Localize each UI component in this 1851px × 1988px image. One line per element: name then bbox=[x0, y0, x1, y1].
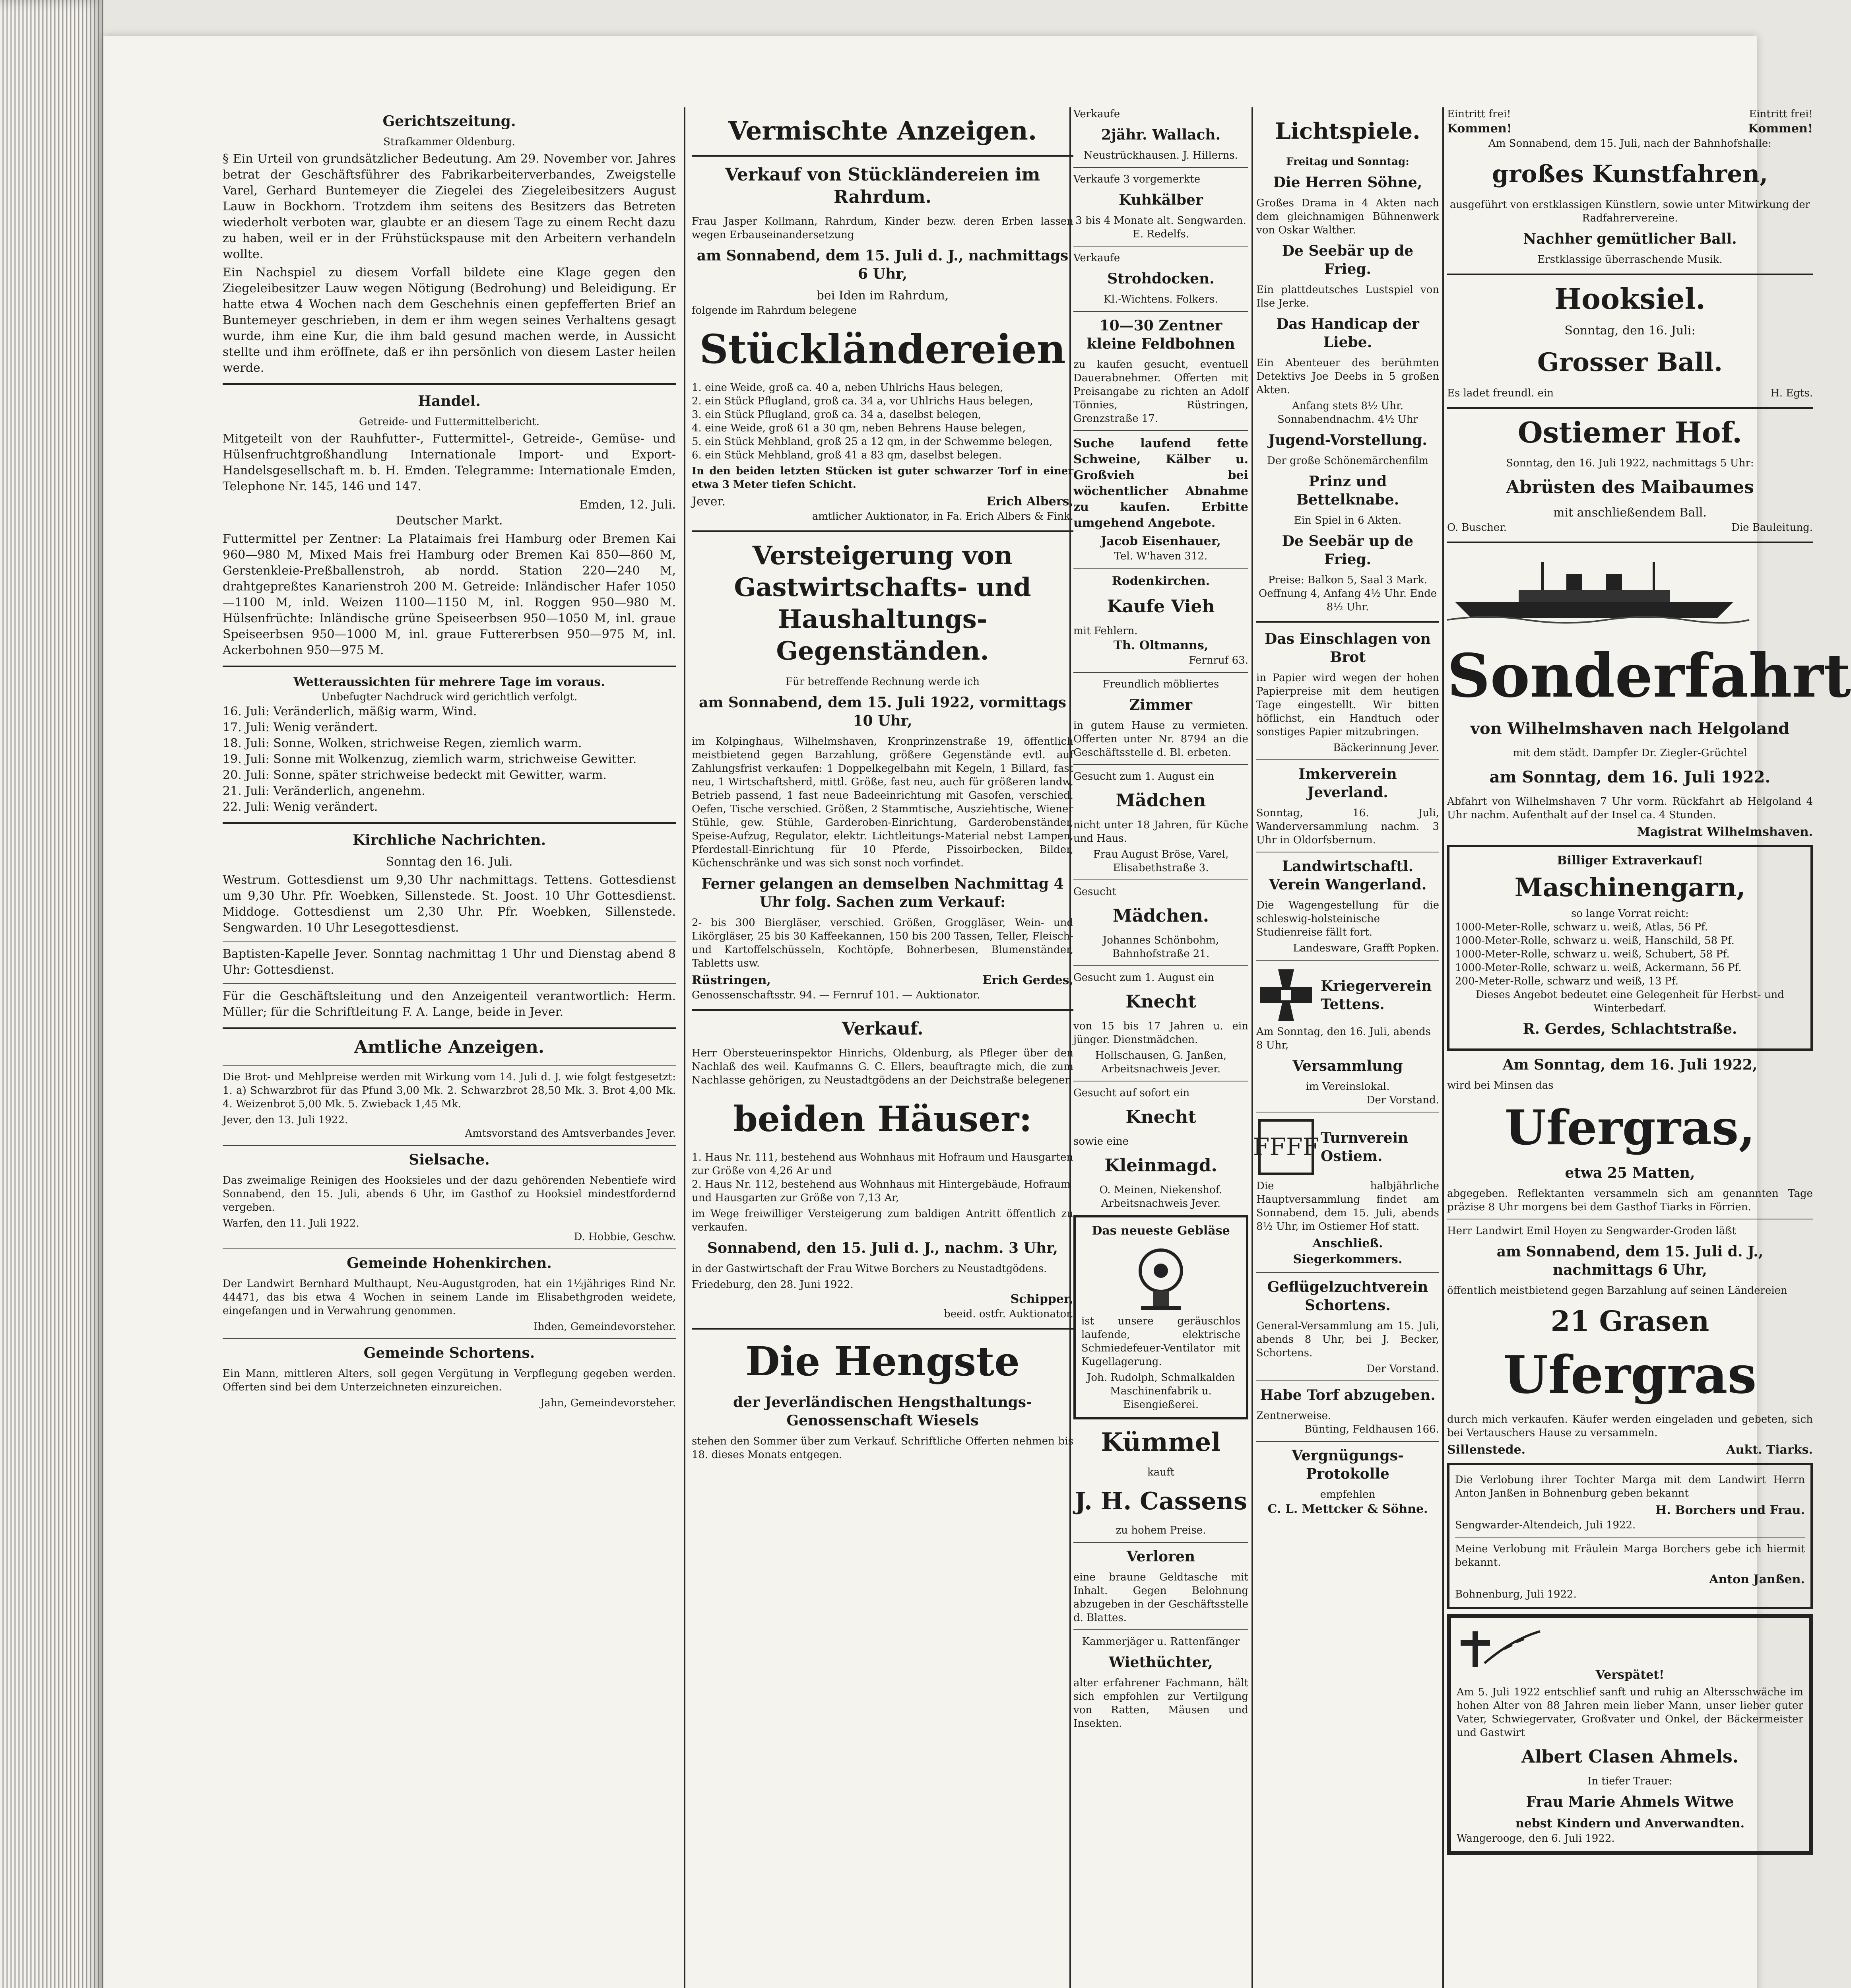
ad-box-geblaese bbox=[1073, 1215, 1248, 1419]
ad-text: Erstklassige überraschende Musik. bbox=[1537, 254, 1723, 266]
ad-subtitle: Versammlung bbox=[1292, 1058, 1403, 1074]
ad-text: Dieses Angebot bedeutet eine Gelegenheit für Herbst- und Winterbedarf. bbox=[1476, 989, 1784, 1014]
ad-title: Lichtspiele. bbox=[1275, 118, 1420, 144]
ad-headline: J. H. Cassens bbox=[1075, 1487, 1247, 1515]
list-item: 1. eine Weide, groß ca. 40 a, neben Uhlrichs Haus belegen, bbox=[692, 382, 1003, 394]
section-title-schortens: Gemeinde Schortens. bbox=[363, 1345, 535, 1361]
ad-label: Gesucht bbox=[1073, 886, 1116, 898]
article-paragraph: § Ein Urteil von grundsätzlicher Bedeutung. Am 29. November vor. Jahres betrat der Geschäftsführer des Fabrikarbeiterverbandes, Zweigstelle Varel, Gerhard Buntemeyer die Ziegelei des Ziegeleibesitzers August Lauw in Bockhorn. Trotzdem ihm seitens des Besitzers das Betreten wiederholt verboten war, glaubte er an diesem Tage zu einem Recht dazu zu haben, weil er in der Frühstückspause mit den Arbeitern verhandeln wollte. bbox=[223, 152, 676, 261]
ad-label: Verkaufe bbox=[1073, 108, 1120, 120]
newspaper-page bbox=[103, 36, 1851, 1988]
ad-text: 3 bis 4 Monate alt. Sengwarden. E. Redelfs. bbox=[1075, 215, 1246, 240]
ad-headline: Albert Clasen Ahmels. bbox=[1521, 1747, 1739, 1767]
weather-title: Wetteraussichten für mehrere Tage im voraus. bbox=[293, 675, 605, 689]
ad-text: Meine Verlobung mit Fräulein Marga Borchers gebe ich hiermit bekannt. bbox=[1455, 1543, 1805, 1569]
ad-text: zu kaufen gesucht, eventuell Dauerabnehmer. Offerten mit Preisangabe zu richten an Adolf Tönnies, Rüstringen, Grenzstraße 17. bbox=[1073, 359, 1248, 425]
ad-text: bei Iden im Rahrdum, bbox=[816, 289, 949, 303]
ad-label: Kammerjäger u. Rattenfänger bbox=[1082, 1636, 1240, 1648]
land-list bbox=[692, 381, 1073, 462]
ad-headline: beiden Häuser: bbox=[733, 1098, 1032, 1140]
ad-text: kauft bbox=[1147, 1466, 1175, 1478]
ad-headline: Kümmel bbox=[1101, 1427, 1221, 1457]
divider bbox=[1447, 407, 1813, 409]
signature-detail: Tel. W'haven 312. bbox=[1114, 550, 1208, 562]
divider bbox=[223, 1248, 676, 1249]
weather-item: 22. Juli: Wenig verändert. bbox=[223, 800, 378, 814]
ad-label: Freundlich möbliertes bbox=[1102, 678, 1219, 690]
signature: Der Vorstand. bbox=[1366, 1363, 1439, 1375]
divider bbox=[1073, 246, 1248, 247]
ad-text: Der große Schönemärchenfilm bbox=[1267, 455, 1428, 467]
signature-row bbox=[692, 973, 1073, 988]
ad-box-verlobung bbox=[1447, 1463, 1813, 1609]
ad-label: Gesucht auf sofort ein bbox=[1073, 1087, 1190, 1099]
divider bbox=[692, 155, 1073, 157]
divider bbox=[1073, 965, 1248, 966]
ad-label: Billiger Extraverkauf! bbox=[1557, 854, 1703, 868]
ad-text: Für betreffende Rechnung werde ich bbox=[785, 676, 980, 688]
film-title: De Seebär up de Frieg. bbox=[1282, 533, 1414, 568]
ad-headline: Strohdocken. bbox=[1107, 270, 1215, 287]
ad-title: Geflügelzuchtverein Schortens. bbox=[1267, 1279, 1428, 1314]
article-paragraph: Ein Nachspiel zu diesem Vorfall bildete eine Klage gegen den Ziegeleibesitzer Lauw wegen Nötigung (Bedrohung) und Beleidigung. Er hatte etwa 4 Wochen nach dem Geschehnis einen gepfefferten Brief an Buntemeyer geschrieben, in dem er ihm wegen seines Verhaltens gesagt wurde, ihm eine Kur, die ihm bald gesund machen werde, in Aussicht stellte und ihm eröffnete, daß er ihn persönlich von diesem Laster heilen werde. bbox=[223, 266, 676, 375]
ad-headline: 2jähr. Wallach. bbox=[1101, 126, 1221, 143]
ad-text: In den beiden letzten Stücken ist guter schwarzer Torf in einer etwa 3 Meter tiefen Schicht. bbox=[692, 465, 1073, 491]
imprint: Für die Geschäftsleitung und den Anzeigenteil verantwortlich: Herm. Müller; für die Schriftleitung F. A. Lange, beide in Jever. bbox=[223, 989, 676, 1019]
signature-row bbox=[1447, 1442, 1813, 1458]
ad-text: Am 5. Juli 1922 entschlief sanft und ruhig an Altersschwäche im hohen Alter von 88 Jahren mein lieber Mann, unser lieber guter Vater, Schwiegervater, Großvater und Onkel, der Bäckermeister und Gastwirt bbox=[1457, 1686, 1803, 1739]
ad-title: Imkerverein Jeverland. bbox=[1298, 766, 1397, 801]
column-4 bbox=[1253, 107, 1439, 1988]
ad-headline: Kaufe Vieh bbox=[1107, 596, 1215, 617]
turner-cross-icon bbox=[1253, 1117, 1319, 1177]
article-paragraph: Mitgeteilt von der Rauhfutter-, Futtermittel-, Getreide-, Gemüse- und Hülsenfruchtgroßhandlung Internationale Import- und Export-Handelsgesellschaft m. b. H. Emden. Telegramme: Internationale Emden, Telephone Nr. 145, 146 und 147. bbox=[223, 432, 676, 493]
ad-text: Sonntag, 16. Juli, Wanderversammlung nachm. 3 Uhr in Oldorfsbernum. bbox=[1256, 807, 1439, 846]
divider bbox=[223, 1145, 676, 1146]
ad-text: Herr Obersteuerinspektor Hinrichs, Oldenburg, als Pfleger über den Nachlaß des weil. Kaufmanns G. C. Ellers, beauftragte mich, die zum Nachlasse gehörigen, zu Neustadtgödens an der Deichstraße belegenen bbox=[692, 1047, 1073, 1086]
dateline: Jever, den 13. Juli 1922. bbox=[223, 1114, 348, 1126]
ad-text: sowie eine bbox=[1073, 1136, 1129, 1147]
list-item: 1000-Meter-Rolle, schwarz u. weiß, Ackermann, 56 Pf. bbox=[1455, 962, 1742, 974]
ad-headline: Mädchen. bbox=[1112, 906, 1209, 926]
divider bbox=[1256, 621, 1439, 623]
ad-text: 2- bis 300 Biergläser, verschied. Größen, Groggläser, Wein- und Likörgläser, 25 bis 30 Kaffeekannen, 150 bis 200 Tassen, Teller, Fleisch- und Kartoffelschüsseln, Kochtöpfe, Bohnerbesen, Blumenständer, Tabletts usw. bbox=[692, 917, 1073, 969]
film-description: Ein plattdeutsches Lustspiel von Ilse Jerke. bbox=[1256, 284, 1439, 309]
section-title-kirchliche: Kirchliche Nachrichten. bbox=[352, 832, 546, 848]
ad-subtitle: der Jeverländischen Hengsthaltungs-Genossenschaft Wiesels bbox=[733, 1394, 1032, 1429]
ad-date: Freitag und Sonntag: bbox=[1286, 156, 1409, 168]
weather-item: 16. Juli: Veränderlich, mäßig warm, Wind. bbox=[223, 705, 477, 718]
list-item: 4. eine Weide, groß 61 a 30 qm, neben Behrens Hause belegen, bbox=[692, 422, 1026, 434]
ad-headline: Abrüsten des Maibaumes bbox=[1506, 477, 1754, 497]
book-page-edges bbox=[0, 0, 103, 1988]
ad-text: Am Sonnabend, dem 15. Juli, nach der Bahnhofshalle: bbox=[1488, 138, 1772, 149]
signature-detail: Genossenschaftsstr. 94. — Fernruf 101. — Auktionator. bbox=[692, 989, 980, 1001]
ad-label: Rodenkirchen. bbox=[1112, 574, 1210, 588]
ad-text: von 15 bis 17 Jahren u. ein jünger. Dienstmädchen. bbox=[1073, 1020, 1248, 1046]
weather-item: 20. Juli: Sonne, später strichweise bedeckt mit Gewitter, warm. bbox=[223, 768, 607, 782]
column-5 bbox=[1447, 107, 1851, 1988]
article-paragraph: Der Landwirt Bernhard Multhaupt, Neu-Augustgroden, hat ein 1½jähriges Rind Nr. 44471, das bis etwa 4 Wochen in seinem Lande im Elisabethgroden weidete, eingefangen und in Verwahrung genommen. bbox=[223, 1278, 676, 1317]
weather-list bbox=[223, 704, 676, 815]
list-item: 200-Meter-Rolle, schwarz und weiß, 13 Pf. bbox=[1455, 975, 1679, 987]
ad-text: in Papier wird wegen der hohen Papierpreise mit dem heutigen Tage eingestellt. Wir bitten höflichst, ein Handtuch oder sonstiges Papier mitzubringen. bbox=[1256, 672, 1439, 738]
article-paragraph: Das zweimalige Reinigen des Hooksieles und der dazu gehörenden Nebentiefe wird Sonnabend, den 15. Juli, abends 6 Uhr, im Gasthof zu Hooksiel mindestfordernd vergeben. bbox=[223, 1175, 676, 1213]
ad-headline: Wiethüchter, bbox=[1109, 1654, 1213, 1671]
divider bbox=[692, 530, 1073, 532]
ad-text: Anfang stets 8½ Uhr. bbox=[1292, 400, 1404, 412]
column-rule bbox=[1442, 107, 1444, 1988]
ad-label: Eintritt frei! bbox=[1749, 108, 1813, 120]
ad-headline: Zimmer bbox=[1129, 697, 1192, 713]
dateline: Warfen, den 11. Juli 1922. bbox=[223, 1217, 359, 1229]
ad-headline: Hooksiel. bbox=[1554, 282, 1706, 316]
signature: Johannes Schönbohm, Bahnhofstraße 21. bbox=[1102, 934, 1219, 960]
signature: Ihden, Gemeindevorsteher. bbox=[534, 1321, 676, 1333]
article-paragraph: Westrum. Gottesdienst um 9,30 Uhr nachmittags. Tettens. Gottesdienst um 9,30 Uhr. Pfr. Woebken, Sillenstede. St. Joost. 10 Uhr Gottesdienst. Middoge. Gottesdienst um 2,30 Uhr. Pfr. Woebken, Sillenstede. Sengwarden. 10 Uhr Lesegottesdienst. bbox=[223, 873, 676, 935]
divider bbox=[1073, 311, 1248, 312]
list-item: 1000-Meter-Rolle, schwarz u. weiß, Schubert, 58 Pf. bbox=[1455, 948, 1730, 960]
ad-headline: Suche laufend fette Schweine, Kälber u. Großvieh bei wöchentlicher Abnahme zu kaufen. Erbitte umgehend Angebote. bbox=[1073, 437, 1248, 530]
ad-subtitle: etwa 25 Matten, bbox=[1565, 1165, 1695, 1181]
signature: Aukt. Tiarks. bbox=[1726, 1443, 1813, 1457]
ad-text: Es ladet freundl. ein bbox=[1447, 387, 1554, 399]
list-item: 1. Haus Nr. 111, bestehend aus Wohnhaus mit Hofraum und Hausgarten zur Größe von 4,26 Ar und bbox=[692, 1151, 1073, 1177]
signature: Erich Gerdes, bbox=[982, 973, 1073, 987]
ad-label: Verspätet! bbox=[1595, 1668, 1665, 1682]
signature: Landesware, Grafft Popken. bbox=[1293, 942, 1439, 954]
divider bbox=[223, 1065, 676, 1066]
ad-headline: Grosser Ball. bbox=[1537, 348, 1723, 377]
divider bbox=[1073, 1542, 1248, 1543]
divider bbox=[1073, 764, 1248, 765]
ad-subtitle: von Wilhelmshaven nach Helgoland bbox=[1470, 719, 1790, 738]
kunst-header bbox=[1447, 107, 1813, 137]
turn-header bbox=[1253, 1117, 1439, 1177]
signature: R. Gerdes, Schlachtstraße. bbox=[1523, 1021, 1737, 1037]
ad-text: folgende im Rahrdum belegene bbox=[692, 305, 857, 316]
ad-headline: Sonderfahrt bbox=[1447, 641, 1851, 711]
divider bbox=[1073, 672, 1248, 673]
house-list bbox=[692, 1151, 1073, 1205]
weather-item: 19. Juli: Sonne mit Wolkenzug, ziemlich warm, strichweise Gewitter. bbox=[223, 752, 637, 766]
blower-illustration bbox=[1125, 1243, 1197, 1310]
ad-text: ist unsere geräuschlos laufende, elektrische Schmiedefeuer-Ventilator mit Kugellagerung. bbox=[1081, 1315, 1240, 1368]
ad-text: Frau Jasper Kollmann, Rahrdum, Kinder bezw. deren Erben lassen wegen Erbauseinandersetzung bbox=[692, 215, 1073, 241]
divider bbox=[692, 1009, 1073, 1011]
signature: Frau August Bröse, Varel, Elisabethstraße 3. bbox=[1093, 848, 1229, 874]
film-title: Das Handicap der Liebe. bbox=[1276, 316, 1419, 351]
ad-text: öffentlich meistbietend gegen Barzahlung auf seinen Ländereien bbox=[1447, 1285, 1787, 1297]
divider bbox=[223, 383, 676, 385]
signature: Erich Albers, bbox=[986, 495, 1073, 509]
ad-date: Sonntag, den 16. Juli: bbox=[1564, 324, 1696, 338]
ad-title: Versteigerung von Gastwirtschafts- und Haushaltungs-Gegenständen. bbox=[734, 541, 1031, 666]
divider bbox=[223, 941, 676, 942]
divider bbox=[1455, 1537, 1805, 1538]
ad-text: Die Verlobung ihrer Tochter Marga mit dem Landwirt Herrn Anton Janßen in Bohnenburg geben bekannt bbox=[1455, 1474, 1805, 1499]
list-item: 1000-Meter-Rolle, schwarz u. weiß, Hanschild, 58 Pf. bbox=[1455, 935, 1735, 947]
ad-date: Sonnabend, den 15. Juli d. J., nachm. 3 Uhr, bbox=[707, 1240, 1058, 1256]
iron-cross-icon bbox=[1256, 965, 1316, 1025]
signature: Magistrat Wilhelmshaven. bbox=[1637, 825, 1813, 839]
signature-place: Rüstringen, bbox=[692, 973, 771, 987]
ad-text: nicht unter 18 Jahren, für Küche und Haus. bbox=[1073, 819, 1248, 845]
ad-text: Die halbjährliche Hauptversammlung findet am Sonnabend, dem 15. Juli, abends 8½ Uhr, im Ostiemer Hof statt. bbox=[1256, 1180, 1439, 1233]
ad-subtitle: Nachher gemütlicher Ball. bbox=[1523, 231, 1737, 247]
ad-headline: Ufergras bbox=[1503, 1344, 1757, 1405]
section-subtitle: Deutscher Markt. bbox=[396, 514, 503, 528]
signature: Kl.-Wichtens. Folkers. bbox=[1104, 293, 1218, 305]
ad-text: alter erfahrener Fachmann, hält sich empfohlen zur Vertilgung von Ratten, Mäusen und Insekten. bbox=[1073, 1677, 1248, 1730]
signature: O. Buscher. bbox=[1447, 522, 1507, 534]
signature-detail: amtlicher Auktionator, in Fa. Erich Albers & Fink. bbox=[812, 511, 1073, 522]
ad-title: Landwirtschaftl. Verein Wangerland. bbox=[1269, 858, 1427, 893]
column-3 bbox=[1073, 107, 1248, 1988]
ad-text: mit dem städt. Dampfer Dr. Ziegler-Grüchtel bbox=[1513, 747, 1747, 759]
column-1 bbox=[223, 107, 676, 1988]
signature-detail: beeid. ostfr. Auktionator. bbox=[944, 1308, 1073, 1320]
dateline: Emden, 12. Juli. bbox=[579, 498, 676, 512]
ad-text: im Wege freiwilliger Versteigerung zum baldigen Antritt öffentlich zu verkaufen. bbox=[692, 1208, 1073, 1233]
divider bbox=[1073, 568, 1248, 569]
article-paragraph: Futtermittel per Zentner: La Plataimais frei Hamburg oder Bremen Kai 960—980 M, Mixed Mais frei Hamburg oder Bremen Kai 850—860 M, Gerstenkleie-Preßballenstroh, ab nordd. Station 220—240 M, drahtgepreßtes Kanarienstroh 200 M. Getreide: Inländischer Hafer 1050—1100 M, inld. Weizen 1100—1150 M, inl. Roggen 950—980 M. Hülsenfrüchte: Inländische grüne Speiseerbsen 950—1050 M, inl. graue Speiseerbsen 950—1000 M, inl. graue Futtererbsen 950—975 M, inl. Ackerbohnen 950—975 M. bbox=[223, 532, 676, 657]
signature-place: Jever. bbox=[692, 495, 726, 509]
divider bbox=[223, 666, 676, 667]
ad-label: Kommen! bbox=[1748, 122, 1813, 136]
signature: Neustrückhausen. J. Hillerns. bbox=[1084, 149, 1238, 161]
film-title: De Seebär up de Frieg. bbox=[1282, 243, 1414, 278]
ad-label: Verkaufe 3 vorgemerkte bbox=[1073, 173, 1201, 185]
signature: Amtsvorstand des Amtsverbandes Jever. bbox=[465, 1128, 676, 1140]
ad-text: wird bei Minsen das bbox=[1447, 1079, 1554, 1091]
film-title: Die Herren Söhne, bbox=[1273, 174, 1422, 191]
ad-headline: Kuhkälber bbox=[1119, 192, 1203, 208]
yarn-list bbox=[1455, 920, 1805, 988]
ad-date: Sonntag, den 16. Juli 1922, nachmittags 5 Uhr: bbox=[1506, 457, 1754, 469]
ad-headline: Das neueste Gebläse bbox=[1092, 1224, 1230, 1238]
list-item: 2. Haus Nr. 112, bestehend aus Wohnhaus mit Hintergebäude, Hofraum und Hausgarten zur Größe von 7,13 Ar, bbox=[692, 1178, 1071, 1204]
ad-text: Abfahrt von Wilhelmshaven 7 Uhr vorm. Rückfahrt ab Helgoland 4 Uhr nachm. Aufenthalt auf der Insel ca. 4 Stunden. bbox=[1447, 796, 1813, 821]
signature-place: Sillenstede. bbox=[1447, 1443, 1526, 1457]
ad-title: Das Einschlagen von Brot bbox=[1265, 631, 1431, 666]
signature-row bbox=[1447, 386, 1813, 400]
ad-text: General-Versammlung am 15. Juli, abends 8 Uhr, bei J. Becker, Schortens. bbox=[1256, 1320, 1439, 1359]
ad-headline: Maschinengarn, bbox=[1514, 873, 1746, 903]
ad-date: am Sonnabend, dem 15. Juli d. J., nachmittags 6 Uhr, bbox=[1496, 1243, 1764, 1278]
section-subtitle: Sonntag den 16. Juli. bbox=[386, 855, 513, 869]
ad-subtitle: Jugend-Vorstellung. bbox=[1268, 432, 1427, 448]
article-paragraph: Ein Mann, mittleren Alters, soll gegen Vergütung in Verpflegung gegeben werden. Offerten sind bei dem Unterzeichneten einzureichen. bbox=[223, 1368, 676, 1393]
dateline: Wangerooge, den 6. Juli 1922. bbox=[1457, 1833, 1615, 1844]
divider bbox=[1073, 430, 1248, 431]
signature: Joh. Rudolph, Schmalkalden Maschinenfabrik u. Eisengießerei. bbox=[1087, 1372, 1235, 1411]
ad-text: In tiefer Trauer: bbox=[1587, 1775, 1672, 1787]
section-title-hohenkirchen: Gemeinde Hohenkirchen. bbox=[347, 1255, 552, 1272]
ad-headline: Knecht bbox=[1125, 1107, 1196, 1127]
ad-title: Kriegerverein Tettens. bbox=[1321, 978, 1432, 1013]
divider bbox=[223, 822, 676, 824]
ad-text: Zentnerweise. bbox=[1256, 1410, 1331, 1422]
film-description: Ein Spiel in 6 Akten. bbox=[1294, 514, 1402, 526]
ad-label: Gesucht zum 1. August ein bbox=[1073, 771, 1215, 782]
ad-text: Sonnabendnachm. 4½ Uhr bbox=[1277, 414, 1418, 425]
signature: Die Bauleitung. bbox=[1731, 522, 1813, 534]
ad-text: in der Gastwirtschaft der Frau Witwe Borchers zu Neustadtgödens. bbox=[692, 1263, 1047, 1275]
ad-title: Habe Torf abzugeben. bbox=[1260, 1387, 1436, 1404]
ad-headline: 10—30 Zentner kleine Feldbohnen bbox=[1087, 317, 1235, 352]
section-title-gerichtszeitung: Gerichtszeitung. bbox=[382, 113, 516, 130]
section-subtitle: Strafkammer Oldenburg. bbox=[383, 136, 515, 148]
signature-row bbox=[692, 494, 1073, 510]
ad-title: Verkauf. bbox=[842, 1019, 924, 1039]
column-2 bbox=[692, 107, 1073, 1988]
ad-text: im Vereinslokal. bbox=[1306, 1081, 1390, 1093]
ad-subtitle: Anschließ. Siegerkommers. bbox=[1293, 1237, 1403, 1266]
ad-headline: Mädchen bbox=[1116, 790, 1206, 811]
ad-text: im Kolpinghaus, Wilhelmshaven, Kronprinzenstraße 19, öffentlich meistbietend gegen Barzahlung, größere Gegenstände evtl. auf Zahlungsfrist verkaufen: 1 Doppelkegelbahn mit Kegeln, 1 Billard, fast neu, 1 Wirtschaftsherd, mittl. Größe, fast neu, auch für größeren landw. Betrieb passend, 1 fast neue Badeeinrichtung mit Gasofen, verschied. Oefen, Tische verschied. Größen, 2 Stammtische, Ausziehtische, Wiener Stühle, gew. Stühle, Garderoben-Einrichtung, Garderobenständer, Speise-Aufzug, Regulator, elektr. Lichtleitungs-Material nebst Lampen, Pferdestall-Einrichtung für 10 Pferde, Pissoirbecken, Bilder, Küchenschränke und was sich sonst noch vorfindet. bbox=[692, 736, 1073, 869]
weather-item: 18. Juli: Sonne, Wolken, strichweise Regen, ziemlich warm. bbox=[223, 736, 582, 750]
signature: Schipper, bbox=[1010, 1292, 1073, 1306]
divider bbox=[223, 983, 676, 984]
list-item: 6. ein Stück Mehbland, groß 41 a 83 qm, daselbst belegen. bbox=[692, 449, 1002, 461]
signature-row bbox=[1447, 521, 1813, 534]
ad-text: stehen den Sommer über zum Verkauf. Schriftliche Offerten nehmen bis 18. dieses Monats entgegen. bbox=[692, 1435, 1073, 1461]
ad-text: mit Fehlern. bbox=[1073, 625, 1138, 637]
ad-title: Verkauf von Stückländereien im Rahrdum. bbox=[725, 165, 1040, 207]
dateline: Friedeburg, den 28. Juni 1922. bbox=[692, 1279, 854, 1291]
signature: Anton Janßen. bbox=[1709, 1573, 1805, 1586]
divider bbox=[1256, 759, 1439, 760]
section-subtitle: Getreide- und Futtermittelbericht. bbox=[359, 416, 540, 428]
divider bbox=[1073, 879, 1248, 880]
ad-subtitle: 21 Grasen bbox=[1550, 1305, 1709, 1338]
signature: H. Borchers und Frau. bbox=[1655, 1503, 1805, 1517]
film-description: Großes Drama in 4 Akten nach dem gleichnamigen Bühnenwerk von Oskar Walther. bbox=[1256, 197, 1439, 236]
divider bbox=[1073, 167, 1248, 168]
signature: Jahn, Gemeindevorsteher. bbox=[540, 1397, 676, 1409]
ad-headline: Knecht bbox=[1125, 992, 1196, 1012]
divider bbox=[1256, 960, 1439, 961]
ad-headline: Stückländereien bbox=[699, 326, 1066, 373]
ad-date: am Sonnabend, dem 15. Juli 1922, vormittags 10 Uhr, bbox=[698, 694, 1067, 729]
divider bbox=[1256, 1380, 1439, 1381]
list-item: 5. ein Stück Mehbland, groß 25 a 12 qm, in der Schwemme belegen, bbox=[692, 436, 1053, 448]
ad-text: empfehlen bbox=[1320, 1489, 1376, 1501]
ad-text: mit anschließendem Ball. bbox=[1553, 506, 1707, 520]
divider bbox=[1073, 1629, 1248, 1630]
ad-title: Vergnügungs-Protokolle bbox=[1292, 1447, 1404, 1482]
signature: Hollschausen, G. Janßen, Arbeitsnachweis Jever. bbox=[1095, 1050, 1227, 1075]
ad-date: am Sonntag, dem 16. Juli 1922. bbox=[1489, 768, 1771, 786]
ad-text: durch mich verkaufen. Käufer werden eingeladen und gebeten, sich bei Vertauschers Hause zu versammeln. bbox=[1447, 1413, 1813, 1439]
ad-text: Herr Landwirt Emil Hoyen zu Sengwarder-Groden läßt bbox=[1447, 1225, 1737, 1237]
section-title-amtliche: Amtliche Anzeigen. bbox=[354, 1037, 545, 1057]
ad-headline: Verloren bbox=[1126, 1548, 1195, 1565]
list-item: 1000-Meter-Rolle, schwarz u. weiß, Atlas, 56 Pf. bbox=[1455, 921, 1708, 933]
signature: Jacob Eisenhauer, bbox=[1101, 534, 1221, 548]
ad-headline: Ufergras, bbox=[1504, 1100, 1756, 1156]
film-description: Ein Abenteuer des berühmten Detektivs Joe Deebs in 5 großen Akten. bbox=[1256, 357, 1439, 396]
ad-label: Gesucht zum 1. August ein bbox=[1073, 972, 1215, 984]
ad-date: am Sonnabend, dem 15. Juli d. J., nachmittags 6 Uhr, bbox=[697, 247, 1069, 282]
divider bbox=[223, 1027, 676, 1029]
column-rule bbox=[684, 107, 685, 1988]
signature-detail: nebst Kindern und Anverwandten. bbox=[1515, 1817, 1745, 1831]
ad-box-maschinengarn bbox=[1447, 845, 1813, 1051]
divider bbox=[1256, 1272, 1439, 1273]
divider bbox=[223, 1338, 676, 1339]
ad-text: Die Wagengestellung für die schleswig-holsteinische Studienreise fällt fort. bbox=[1256, 899, 1439, 938]
section-title-sielsache: Sielsache. bbox=[409, 1151, 490, 1168]
list-item: 3. ein Stück Pflugland, groß ca. 34 a, daselbst belegen, bbox=[692, 409, 982, 421]
ad-text: abgegeben. Reflektanten versammeln sich am genannten Tage präzise 8 Uhr morgens bei dem Gasthof Tiarks in Förrien. bbox=[1447, 1188, 1813, 1213]
weather-item: 21. Juli: Veränderlich, angenehm. bbox=[223, 784, 425, 798]
weather-item: 17. Juli: Wenig verändert. bbox=[223, 720, 378, 734]
ad-text: Am Sonntag, den 16. Juli, abends 8 Uhr, bbox=[1256, 1026, 1431, 1051]
list-item: 2. ein Stück Pflugland, groß ca. 34 a, vor Uhlrichs Haus belegen, bbox=[692, 395, 1033, 407]
svg-text:FFFF: FFFF bbox=[1253, 1133, 1319, 1161]
ad-text: zu hohem Preise. bbox=[1116, 1524, 1206, 1536]
ad-text: so lange Vorrat reicht: bbox=[1571, 908, 1689, 920]
cross-with-palm-icon bbox=[1457, 1623, 1544, 1667]
signature: Bäckerinnung Jever. bbox=[1333, 742, 1439, 754]
signature: Bünting, Feldhausen 166. bbox=[1304, 1423, 1439, 1435]
ad-label: Eintritt frei! bbox=[1447, 108, 1511, 120]
ad-headline: Die Hengste bbox=[745, 1338, 1020, 1385]
ad-headline: Kleinmagd. bbox=[1104, 1155, 1217, 1176]
ad-title: Turnverein Ostiem. bbox=[1321, 1130, 1409, 1165]
ad-headline: Ostiemer Hof. bbox=[1517, 415, 1742, 449]
signature: C. L. Mettcker & Söhne. bbox=[1267, 1502, 1428, 1516]
section-title-handel: Handel. bbox=[418, 393, 481, 410]
section-title-vermischte: Vermischte Anzeigen. bbox=[728, 116, 1037, 146]
krieger-header bbox=[1256, 965, 1439, 1025]
film-title: Prinz und Bettelknabe. bbox=[1296, 473, 1399, 508]
signature: O. Meinen, Niekenshof. Arbeitsnachweis Jever. bbox=[1099, 1184, 1222, 1209]
ad-text: ausgeführt von erstklassigen Künstlern, sowie unter Mitwirkung der Radfahrervereine. bbox=[1449, 199, 1810, 224]
signature: H. Egts. bbox=[1770, 387, 1813, 399]
ad-label: Kommen! bbox=[1447, 122, 1512, 136]
signature: Frau Marie Ahmels Witwe bbox=[1526, 1794, 1734, 1810]
signature: Der Vorstand. bbox=[1366, 1094, 1439, 1106]
article-paragraph: Die Brot- und Mehlpreise werden mit Wirkung vom 14. Juli d. J. wie folgt festgesetzt: 1. a) Schwarzbrot für das Pfund 3,00 Mk. 2. Schwarzbrot 28,50 Mk. 3. Brot 4,00 Mk. 4. Weizenbrot 5,00 Mk. 5. Zwieback 1,45 Mk. bbox=[223, 1071, 676, 1110]
ad-text: in gutem Hause zu vermieten. Offerten unter Nr. 8794 an die Geschäftsstelle d. Bl. erbeten. bbox=[1073, 720, 1248, 759]
divider bbox=[1447, 274, 1813, 275]
divider bbox=[1447, 542, 1813, 543]
signature: D. Hobbie, Geschw. bbox=[574, 1231, 676, 1243]
signature: Th. Oltmanns, bbox=[1113, 639, 1209, 652]
dateline: Sengwarder-Altendeich, Juli 1922. bbox=[1455, 1519, 1636, 1531]
steamship-illustration bbox=[1447, 558, 1749, 622]
column-rule bbox=[1251, 107, 1253, 1988]
ad-text: Preise: Balkon 5, Saal 3 Mark. Oeffnung 4, Anfang 4½ Uhr. Ende 8½ Uhr. bbox=[1258, 574, 1437, 613]
ad-headline: großes Kunstfahren, bbox=[1492, 160, 1768, 188]
ad-date: Am Sonntag, dem 16. Juli 1922, bbox=[1502, 1056, 1758, 1073]
weather-subtitle: Unbefugter Nachdruck wird gerichtlich verfolgt. bbox=[321, 691, 578, 703]
article-paragraph: Baptisten-Kapelle Jever. Sonntag nachmittag 1 Uhr und Dienstag abend 8 Uhr: Gottesdienst. bbox=[223, 947, 676, 977]
ad-subtitle: Ferner gelangen an demselben Nachmittag 4 Uhr folg. Sachen zum Verkauf: bbox=[701, 876, 1064, 911]
ad-box-todesanzeige bbox=[1447, 1614, 1813, 1855]
signature-detail: Fernruf 63. bbox=[1189, 654, 1248, 666]
divider bbox=[1256, 1441, 1439, 1442]
ad-label: Verkaufe bbox=[1073, 252, 1120, 264]
ad-text: eine braune Geldtasche mit Inhalt. Gegen Belohnung abzugeben in der Geschäftsstelle d. Blattes. bbox=[1073, 1571, 1248, 1624]
divider bbox=[692, 1328, 1073, 1330]
dateline: Bohnenburg, Juli 1922. bbox=[1455, 1588, 1577, 1600]
